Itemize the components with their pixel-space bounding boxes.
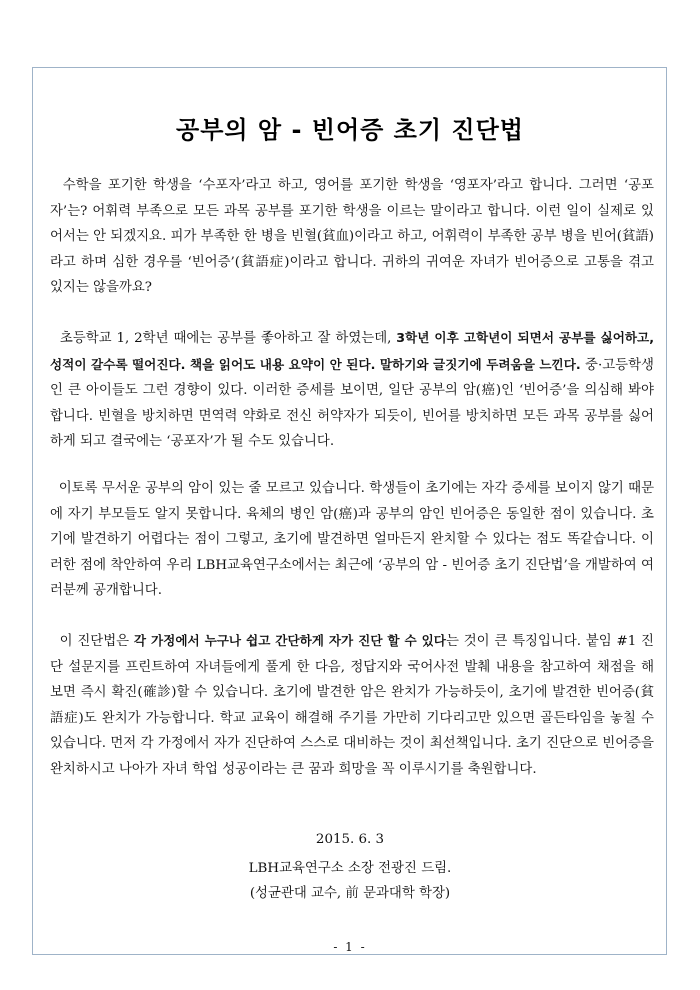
paragraph-text: 는 것이 큰 특징입니다. 붙임 #1 진단 설문지를 프린트하여 자녀들에게 풀게 한 다음, 정답지와 국어사전 발췌 내용을 참고하여 채점을 해 보면 즉시 확진(確診)할 수 있습니다. 초기에 발견한 암은 완치가 가능하듯이, 초기에 발견한 빈어증(貧語症)도 완치가 가능합니다. 학교 교육이 해결해 주기를 가만히 기다리고만 있으면 골든타임을 놓칠 수 있습니다. 먼저 각 가정에서 자가 진단하여 스스로 대비하는 것이 최선책입니다. 초기 진단으로 빈어증을 완치하시고 나아가 자녀 학업 성공이라는 큰 꿈과 희망을 꼭 이루시기를 축원합니다.: [50, 634, 654, 777]
paragraph-symptoms: [50, 325, 654, 455]
paragraph-text: 중·고등학생인 큰 아이들도 그런 경향이 있다. 이러한 증세를 보이면, 일단 공부의 암(癌)인 ‘빈어증’을 의심해 봐야 합니다. 빈혈을 방치하면 면역력 약화로 전신 허약자가 되듯이, 빈어를 방치하면 모든 과목 공부를 싫어하게 되고 결국에는 ‘공포자’가 될 수도 있습니다.: [50, 357, 654, 449]
paragraph-text: 이 진단법은: [59, 634, 134, 649]
paragraph-early-detection: [50, 476, 654, 604]
emphasized-text: 각 가정에서 누구나 쉽고 간단하게 자가 진단 할 수 있다: [133, 633, 446, 648]
paragraph-method: [50, 628, 654, 782]
paragraph-text: 수학을 포기한 학생을 ‘수포자’라고 하고, 영어를 포기한 학생을 ‘영포자’라고 합니다. 그러면 ‘공포자’는? 어휘력 부족으로 모든 과목 공부를 포기한 학생을 이르는 말이라고 합니다. 이런 일이 실제로 있어서는 안 되겠지요. 피가 부족한 한 병을 빈혈(貧血)이라고 하고, 어휘력이 부족한 공부 병을 빈어(貧語)라고 하며 심한 경우를 ‘빈어증’(貧語症)이라고 합니다. 귀하의 귀여운 자녀가 빈어증으로 고통을 겪고 있지는 않을까요?: [50, 178, 654, 295]
author-role: (성균관대 교수, 前 문과대학 학장): [249, 886, 451, 901]
paragraph-text: 이토록 무서운 공부의 암이 있는 줄 모르고 있습니다. 학생들이 초기에는 자각 증세를 보이지 않기 때문에 자기 부모들도 알지 못합니다. 육체의 병인 암(癌)과 공부의 암인 빈어증은 동일한 점이 있습니다. 초기에 발견하기 어렵다는 점이 그렇고, 초기에 발견하면 얼마든지 완치할 수 있다는 점도 똑같습니다. 이러한 점에 착안하여 우리 LBH교육연구소에서는 최근에 ‘공부의 암 - 빈어증 초기 진단법’을 개발하여 여러분께 공개합니다.: [50, 481, 655, 598]
page-number: - 1 -: [333, 940, 367, 954]
author-signature: LBH교육연구소 소장 전광진 드림.: [248, 861, 452, 876]
paragraph-text: 초등학교 1, 2학년 때에는 공부를 좋아하고 잘 하였는데,: [59, 331, 397, 346]
emphasized-text: 3학년 이후 고학년이 되면서 공부를 싫어하고, 성적이 갈수록 떨어진다. 책을 읽어도 내용 요약이 안 된다. 말하기와 글짓기에 두려움을 느낀다.: [50, 330, 655, 372]
paragraph-intro: [50, 173, 654, 301]
document-date: 2015. 6. 3: [315, 832, 385, 847]
document-title: 공부의 암 - 빈어증 초기 진단법: [176, 116, 524, 144]
